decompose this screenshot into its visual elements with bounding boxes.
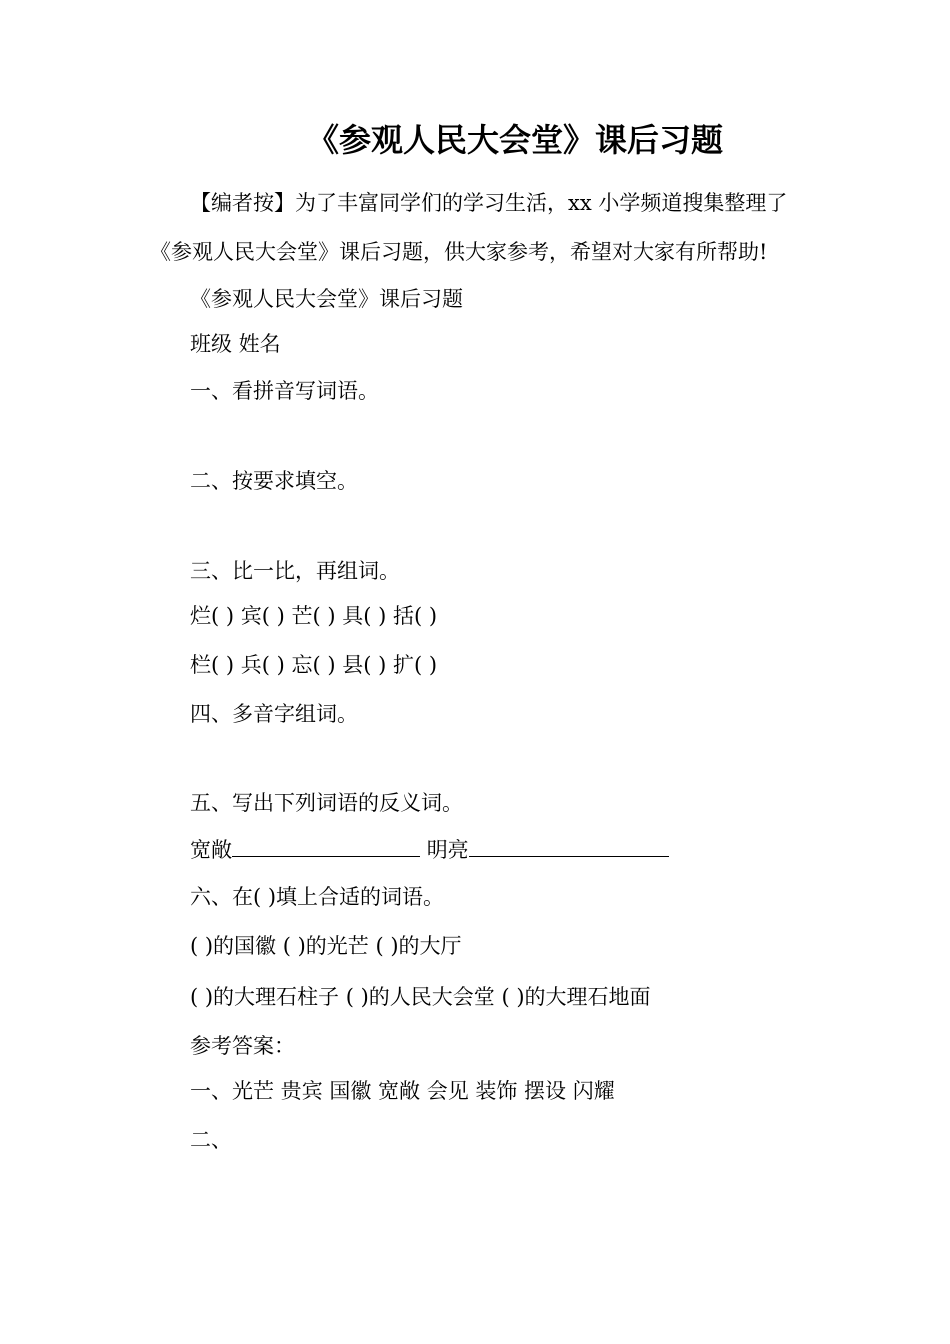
class-name-line: 班级 姓名 [190, 332, 281, 356]
question-5: 五、写出下列词语的反义词。 [190, 791, 463, 815]
question-3: 三、比一比，再组词。 [190, 559, 400, 583]
answers-heading: 参考答案： [190, 1034, 295, 1058]
question-1: 一、看拼音写词语。 [190, 379, 379, 403]
question-2: 二、按要求填空。 [190, 469, 358, 493]
subtitle: 《参观人民大会堂》课后习题 [190, 287, 463, 311]
answer-blank-2[interactable] [469, 834, 669, 857]
intro-line-2: 《参观人民大会堂》课后习题，供大家参考，希望对大家有所帮助! [150, 240, 768, 264]
question-6-row-1: ( )的国徽 ( )的光芒 ( )的大厅 [190, 934, 462, 958]
question-5-words [190, 834, 669, 865]
intro-line-1: 【编者按】为了丰富同学们的学习生活，xx 小学频道搜集整理了 [190, 191, 788, 215]
question-3-row-2: 栏( ) 兵( ) 忘( ) 县( ) 扩( ) [190, 653, 438, 677]
antonym-word-1: 宽敞 [190, 838, 232, 862]
answer-2: 二、 [190, 1128, 232, 1152]
question-4: 四、多音字组词。 [190, 702, 358, 726]
answer-blank-1[interactable] [232, 834, 420, 857]
question-3-row-1: 烂( ) 宾( ) 芒( ) 具( ) 括( ) [190, 604, 438, 628]
answer-1: 一、光芒 贵宾 国徽 宽敞 会见 装饰 摆设 闪耀 [190, 1079, 615, 1103]
antonym-word-2: 明亮 [426, 838, 469, 862]
document-title: 《参观人民大会堂》课后习题 [306, 121, 723, 159]
question-6-row-2: ( )的大理石柱子 ( )的人民大会堂 ( )的大理石地面 [190, 985, 651, 1009]
question-6: 六、在( )填上合适的词语。 [190, 885, 445, 909]
